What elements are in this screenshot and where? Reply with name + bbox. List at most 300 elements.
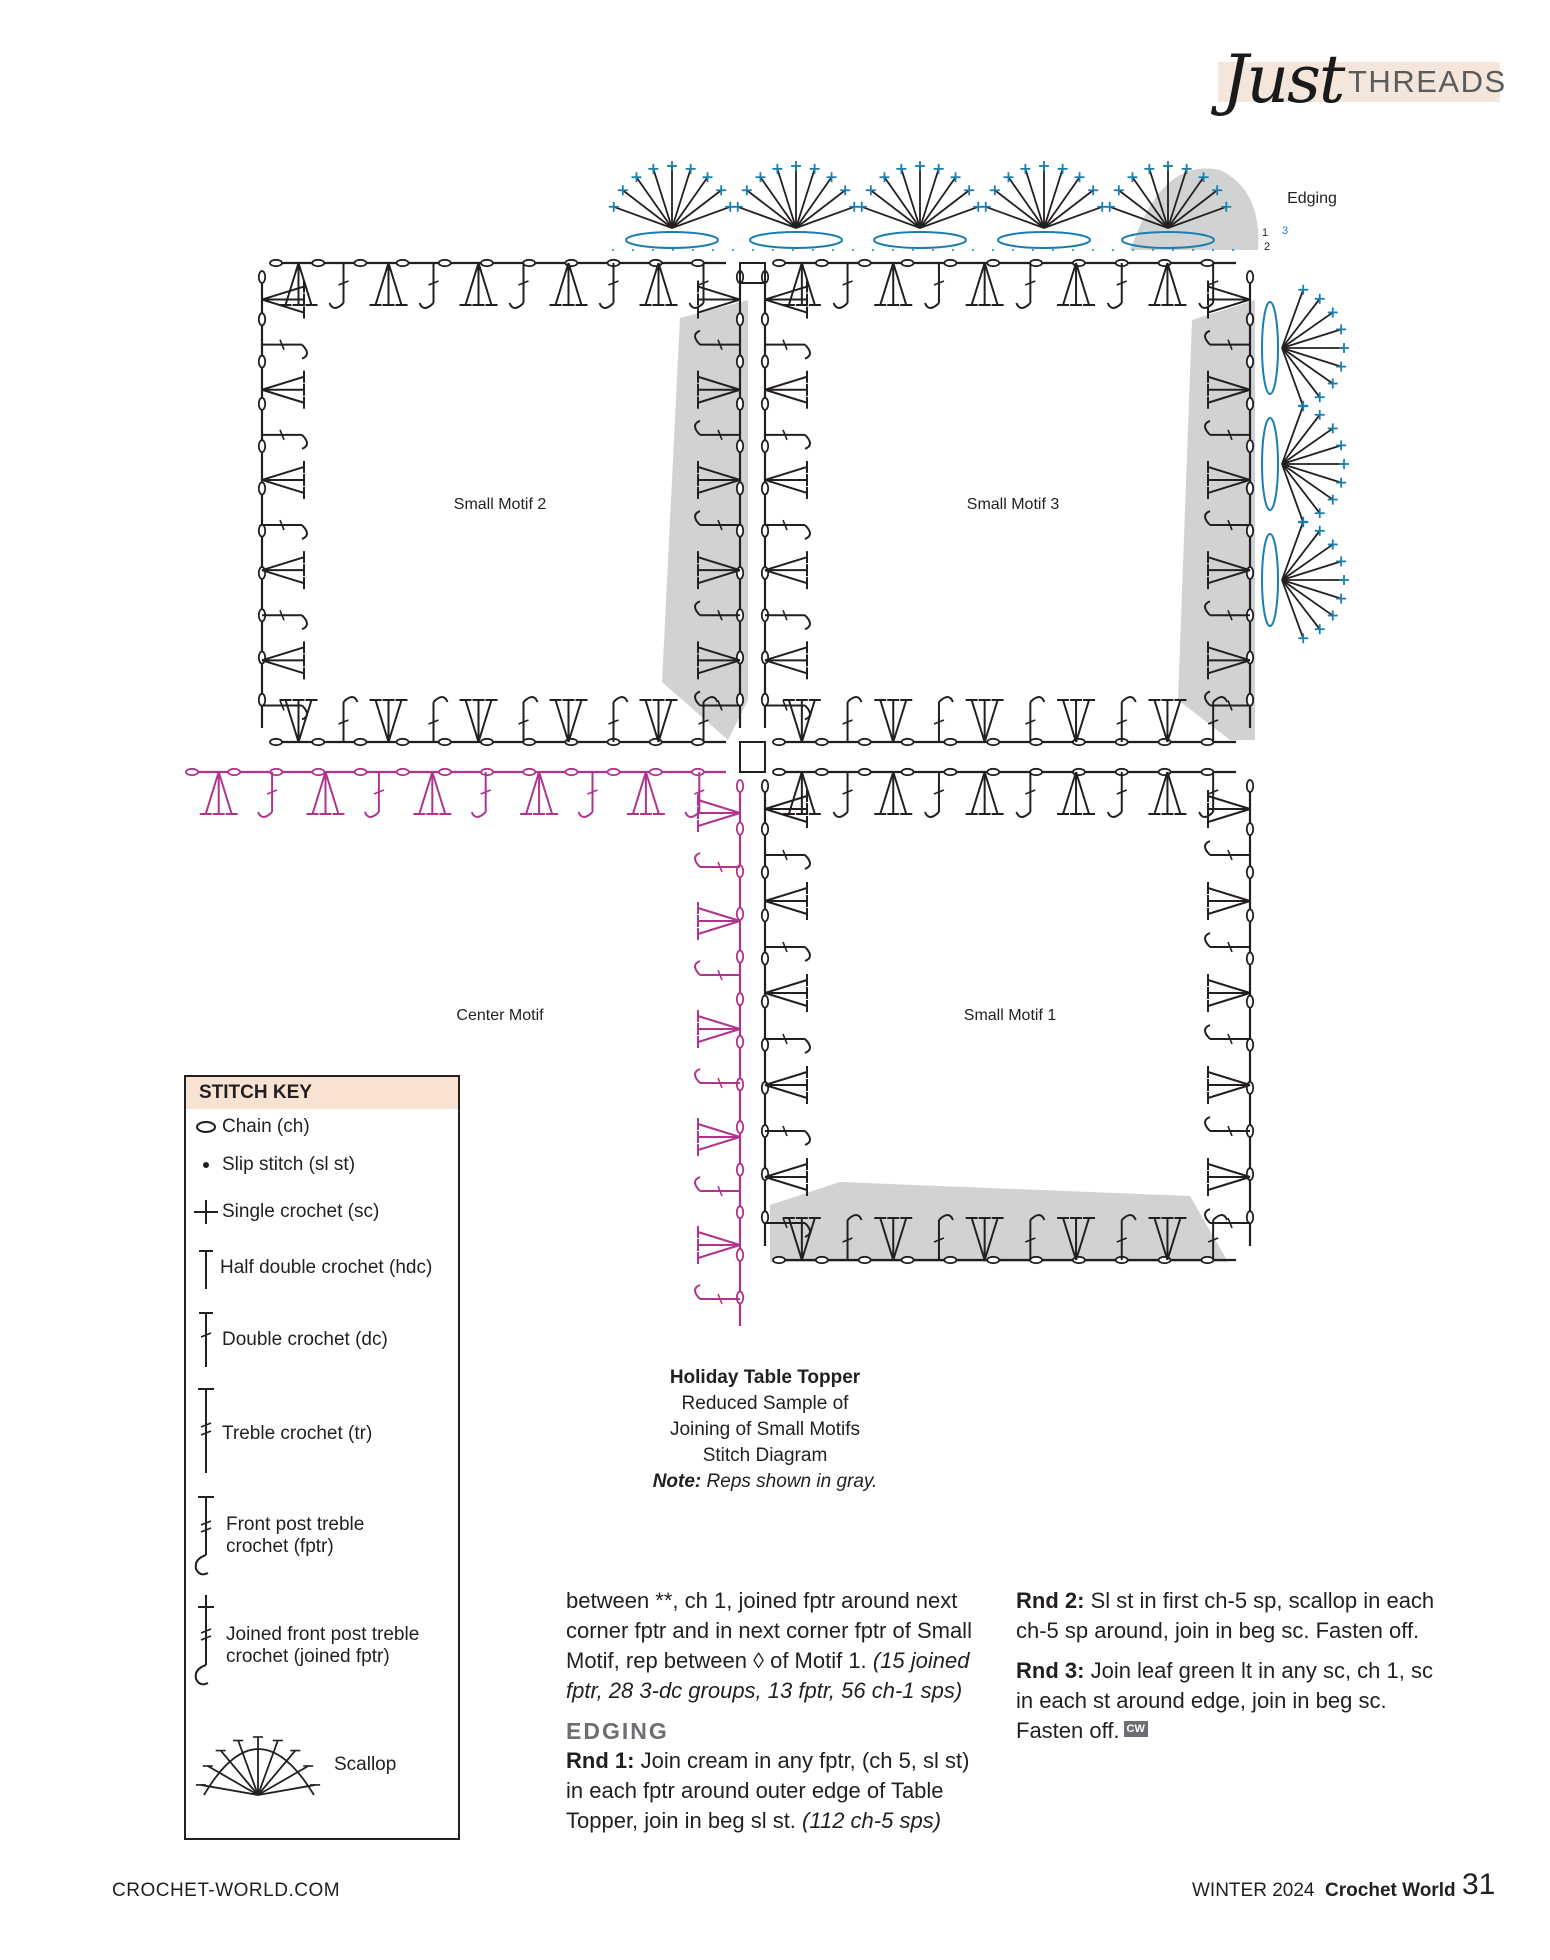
- chain-oval: [762, 909, 768, 921]
- dc-stitch: [1208, 1072, 1250, 1085]
- chain-oval: [439, 260, 451, 266]
- dc-stitch: [765, 467, 807, 480]
- rnd-3-paragraph: [1016, 1656, 1436, 1746]
- fptr-hook: [1205, 841, 1210, 855]
- fptr-hook: [330, 303, 344, 308]
- fptr-hook: [600, 303, 614, 308]
- fptr-hook: [1016, 303, 1030, 308]
- scallop-key-stitch: [258, 1751, 295, 1795]
- dc-stitch: [633, 772, 646, 814]
- chain-oval: [1030, 1257, 1042, 1263]
- dc-stitch: [972, 772, 985, 814]
- chain-oval: [737, 908, 743, 920]
- chain-oval: [1247, 909, 1253, 921]
- chain-oval: [692, 739, 704, 745]
- dc-stitch: [1076, 263, 1089, 305]
- label-small-motif-3: Small Motif 3: [966, 496, 1060, 513]
- dc-stitch: [262, 647, 304, 660]
- fptr-hook: [510, 303, 524, 308]
- scallop-stitch: [920, 190, 969, 228]
- fptr-hook: [434, 697, 448, 702]
- dc-stitch: [1208, 1177, 1250, 1190]
- dc-stitch: [539, 772, 552, 814]
- gray-rep-1: [662, 300, 748, 740]
- dc-stitch: [1208, 287, 1250, 300]
- double-crochet-icon: [199, 1313, 213, 1367]
- dc-stitch: [765, 390, 807, 403]
- chain-oval: [902, 739, 914, 745]
- chain-oval: [944, 1257, 956, 1263]
- fptr-hook: [925, 812, 939, 817]
- chain-oval: [859, 739, 871, 745]
- rnd-2-label: Rnd 2:: [1016, 1588, 1085, 1613]
- dc-stitch: [765, 480, 807, 493]
- scallop-stitch: [796, 190, 845, 228]
- key-label-hdc: Half double crochet (hdc): [220, 1257, 433, 1278]
- scallop-stitch: [760, 177, 796, 228]
- stitch-key-title: STITCH KEY: [186, 1077, 458, 1109]
- fptr-hook: [690, 303, 704, 308]
- scallop-stitch: [1282, 348, 1320, 397]
- chain-oval: [1247, 398, 1253, 410]
- chain-oval: [762, 996, 768, 1008]
- fptr-hook: [472, 812, 486, 817]
- chain-oval: [737, 482, 743, 494]
- caption-title: Holiday Table Topper: [669, 1367, 861, 1388]
- fptr-hook: [1199, 303, 1213, 308]
- chain-oval: [1247, 996, 1253, 1008]
- dc-stitch: [765, 1085, 807, 1098]
- scallop-stitch: [1282, 445, 1341, 464]
- fptr-hook: [344, 697, 358, 702]
- dc-stitch: [432, 772, 445, 814]
- chain-oval: [737, 780, 743, 792]
- fptr-hook: [302, 615, 307, 629]
- dc-stitch: [893, 263, 906, 305]
- fptr-hook: [1205, 1117, 1210, 1131]
- scallop-chain: [626, 232, 718, 248]
- chain-oval: [439, 769, 451, 775]
- dc-stitch: [698, 1245, 740, 1258]
- key-label-single-crochet: Single crochet (sc): [222, 1201, 380, 1222]
- half-double-crochet-icon: [199, 1251, 213, 1289]
- scallop-chain: [1262, 534, 1278, 626]
- chain-oval: [312, 739, 324, 745]
- scallop-stitch: [672, 190, 721, 228]
- fptr-hook: [805, 525, 810, 539]
- dc-stitch: [765, 1177, 807, 1190]
- fptr-hook: [1205, 1025, 1210, 1039]
- dc-stitch: [262, 557, 304, 570]
- dc-stitch: [698, 1124, 740, 1137]
- rnd-3-text: Join leaf green lt in any sc, ch 1, sc in each st around edge, join in beg sc. Fasten off.: [1016, 1658, 1433, 1743]
- chain-oval: [270, 739, 282, 745]
- dc-stitch: [765, 901, 807, 914]
- scallop-stitch: [1282, 312, 1333, 348]
- chain-oval: [737, 993, 743, 1005]
- fptr-hook: [1108, 303, 1122, 308]
- scallop-icon: [196, 1737, 320, 1795]
- chain-oval: [737, 1206, 743, 1218]
- fptr-hook: [302, 705, 307, 719]
- dc-stitch: [1063, 772, 1076, 814]
- fptr-hook: [695, 1285, 700, 1299]
- scallop: [981, 161, 1108, 248]
- chain-oval: [762, 356, 768, 368]
- chain-oval: [816, 1257, 828, 1263]
- dc-stitch: [972, 700, 985, 742]
- scallop: [1262, 401, 1349, 528]
- chain-oval: [762, 694, 768, 706]
- dc-stitch: [646, 700, 659, 742]
- scallop-stitch: [1282, 464, 1303, 522]
- chain-oval: [816, 260, 828, 266]
- chain-oval: [737, 313, 743, 325]
- dc-stitch: [419, 772, 432, 814]
- dc-stitch: [698, 813, 740, 826]
- slip-stitch-icon: [203, 1162, 209, 1168]
- caption-note-label: Note:: [652, 1471, 702, 1492]
- fptr-hook: [805, 1131, 810, 1145]
- fptr-hook: [805, 615, 810, 629]
- scallop-stitch: [986, 207, 1044, 228]
- scallop-stitch: [920, 169, 939, 228]
- chain-oval: [1201, 260, 1213, 266]
- chain-oval: [987, 769, 999, 775]
- dc-stitch: [765, 570, 807, 583]
- chain-oval: [737, 525, 743, 537]
- fptr-hook: [1205, 933, 1210, 947]
- dc-stitch: [556, 263, 569, 305]
- dc-stitch: [765, 796, 807, 809]
- scallop-chain: [1262, 418, 1278, 510]
- fptr-hook: [805, 705, 810, 719]
- chain-oval: [259, 271, 265, 283]
- scallop-stitch: [1282, 544, 1333, 580]
- chain-oval: [1247, 1211, 1253, 1223]
- scallop-stitch: [1282, 580, 1341, 599]
- fptr-hook: [1199, 812, 1213, 817]
- chain-oval: [737, 694, 743, 706]
- chain-oval: [692, 260, 704, 266]
- scallop-stitch: [796, 169, 815, 228]
- cw-end-badge: CW: [1124, 1721, 1148, 1737]
- caption-line-2: Joining of Small Motifs: [669, 1419, 861, 1440]
- chain-oval: [270, 260, 282, 266]
- chain-oval: [355, 769, 367, 775]
- chain-oval: [1030, 769, 1042, 775]
- page-number: 31: [1462, 1868, 1496, 1901]
- chain-oval: [816, 769, 828, 775]
- dc-stitch: [376, 263, 389, 305]
- caption-line-1: Reduced Sample of: [681, 1393, 849, 1414]
- chain-oval: [1201, 1257, 1213, 1263]
- fptr-hook: [925, 303, 939, 308]
- dc-stitch: [262, 660, 304, 673]
- chain-oval: [987, 739, 999, 745]
- dc-stitch: [1167, 700, 1180, 742]
- scallop-stitch: [901, 169, 920, 228]
- scallop-stitch: [920, 207, 978, 228]
- chain-oval: [259, 440, 265, 452]
- badge-caps-text: THREADS: [1348, 64, 1507, 99]
- caption-note: [560, 1469, 970, 1495]
- chain-oval: [762, 313, 768, 325]
- dc-stitch: [1154, 263, 1167, 305]
- chain-oval: [397, 769, 409, 775]
- dc-stitch: [765, 1164, 807, 1177]
- chain-oval: [762, 866, 768, 878]
- dc-stitch: [1208, 901, 1250, 914]
- dc-stitch: [389, 263, 402, 305]
- dc-stitch: [569, 263, 582, 305]
- dc-stitch: [1167, 772, 1180, 814]
- scallop-stitch: [1282, 329, 1341, 348]
- dc-stitch: [698, 908, 740, 921]
- fptr-hook: [302, 435, 307, 449]
- fptr-hook: [365, 812, 379, 817]
- dc-stitch: [466, 700, 479, 742]
- dc-stitch: [1208, 993, 1250, 1006]
- dc-stitch: [972, 263, 985, 305]
- chain-oval: [737, 440, 743, 452]
- chain-oval: [481, 769, 493, 775]
- stitch-key-icons: [186, 1077, 462, 1842]
- scallop-stitch: [653, 169, 672, 228]
- scallop-stitch: [1025, 169, 1044, 228]
- fptr-hook: [1122, 697, 1136, 702]
- continuation-paragraph: [566, 1586, 986, 1706]
- dc-stitch: [765, 888, 807, 901]
- scallop-stitch: [672, 169, 691, 228]
- dc-stitch: [659, 263, 672, 305]
- footer-issue: [1192, 1880, 1456, 1902]
- chain-oval: [259, 313, 265, 325]
- dc-stitch: [1208, 980, 1250, 993]
- scallop-chain: [998, 232, 1090, 248]
- chain-oval: [1247, 953, 1253, 965]
- chain-oval: [762, 1039, 768, 1051]
- continuation-text: between **, ch 1, joined fptr around next corner fptr and in next corner fptr of Small Motif, rep between ◊ of Motif 1.: [566, 1588, 972, 1673]
- key-label-slip-stitch: Slip stitch (sl st): [222, 1154, 356, 1175]
- scallop-stitch: [1282, 348, 1333, 384]
- rnd-1-count: (112 ch-5 sps): [802, 1808, 942, 1833]
- fptr-hook: [196, 1555, 208, 1574]
- gray-reps-layer: [662, 168, 1258, 1262]
- scallop-stitch: [871, 190, 920, 228]
- label-rnd-2: 2: [1264, 241, 1271, 253]
- chain-oval: [762, 440, 768, 452]
- fptr-hook: [1016, 812, 1030, 817]
- scallop-stitch: [1282, 580, 1333, 616]
- scallop-stitch: [796, 207, 854, 228]
- chain-oval: [737, 356, 743, 368]
- chain-oval: [354, 739, 366, 745]
- chain-oval: [737, 1036, 743, 1048]
- scallop-stitch: [995, 190, 1044, 228]
- dc-stitch: [765, 980, 807, 993]
- chain-oval: [1247, 866, 1253, 878]
- join-square: [740, 263, 765, 283]
- scallop-stitch: [1282, 415, 1320, 464]
- dc-stitch: [985, 772, 998, 814]
- dc-stitch: [376, 700, 389, 742]
- single-crochet-icon: [194, 1200, 218, 1224]
- dc-stitch: [262, 390, 304, 403]
- dc-stitch: [765, 993, 807, 1006]
- fptr-hook: [614, 697, 628, 702]
- fptr-hook: [939, 697, 953, 702]
- key-label-tr: Treble crochet (tr): [222, 1423, 373, 1444]
- chain-oval: [228, 769, 240, 775]
- fptr-hook: [834, 812, 848, 817]
- dc-stitch: [646, 263, 659, 305]
- scallop-stitch: [1282, 348, 1341, 367]
- chain-oval: [259, 694, 265, 706]
- chain-oval: [762, 525, 768, 537]
- dc-stitch: [313, 772, 326, 814]
- chain-oval: [1201, 739, 1213, 745]
- dc-stitch: [1208, 1085, 1250, 1098]
- scallop-stitch: [1282, 348, 1303, 406]
- chain-oval: [773, 1257, 785, 1263]
- fptr-hook: [805, 435, 810, 449]
- chain-oval: [737, 1292, 743, 1304]
- scallop-stitch: [672, 207, 730, 228]
- front-post-treble-icon: [196, 1497, 214, 1574]
- dc-stitch: [698, 800, 740, 813]
- dc-stitch: [765, 287, 807, 300]
- joined-front-post-treble-icon: [196, 1595, 214, 1684]
- dc-stitch: [479, 700, 492, 742]
- dc-stitch: [789, 772, 802, 814]
- dc-stitch: [556, 700, 569, 742]
- dc-stitch: [893, 772, 906, 814]
- dc-stitch: [206, 772, 219, 814]
- gray-rep-3: [1130, 168, 1258, 250]
- dc-stitch: [1063, 263, 1076, 305]
- footer-magazine-name: Crochet World: [1325, 1880, 1456, 1901]
- dc-stitch: [880, 700, 893, 742]
- scallop-key-stitch: [221, 1751, 258, 1795]
- chain-oval: [1247, 823, 1253, 835]
- scallop: [1262, 285, 1349, 412]
- chain-oval: [944, 739, 956, 745]
- chain-oval: [259, 482, 265, 494]
- chain-oval: [1247, 440, 1253, 452]
- fptr-hook: [805, 855, 810, 869]
- chain-oval: [1247, 1039, 1253, 1051]
- badge-script-text: Just: [1222, 41, 1344, 118]
- dc-stitch: [698, 1016, 740, 1029]
- label-small-motif-2: Small Motif 2: [453, 496, 547, 513]
- dc-stitch: [526, 772, 539, 814]
- chain-oval: [762, 398, 768, 410]
- chain-oval: [1030, 260, 1042, 266]
- fptr-hook: [805, 1039, 810, 1053]
- scallop-chain: [1262, 302, 1278, 394]
- scallop-stitch: [1282, 464, 1320, 513]
- dc-stitch: [1154, 700, 1167, 742]
- chain-oval: [816, 739, 828, 745]
- fptr-hook: [258, 812, 272, 817]
- fptr-hook: [848, 697, 862, 702]
- fptr-hook: [695, 1177, 700, 1191]
- dc-stitch: [1167, 263, 1180, 305]
- gray-rep-2: [1178, 300, 1255, 740]
- instructions-column-2: [1016, 1586, 1436, 1746]
- dc-stitch: [698, 921, 740, 934]
- chain-oval: [762, 1211, 768, 1223]
- chain-oval: [186, 769, 198, 775]
- key-label-fptr: Front post treble crochet (fptr): [226, 1514, 365, 1557]
- chain-oval: [1247, 482, 1253, 494]
- chain-oval: [397, 260, 409, 266]
- dc-stitch: [765, 377, 807, 390]
- fptr-hook: [834, 303, 848, 308]
- fptr-hook: [1030, 697, 1044, 702]
- fptr-hook: [805, 947, 810, 961]
- chain-oval: [1201, 769, 1213, 775]
- scallop-stitch: [738, 207, 796, 228]
- chain-oval: [762, 823, 768, 835]
- key-label-scallop: Scallop: [334, 1754, 397, 1775]
- fptr-hook: [302, 525, 307, 539]
- key-label-joined-fptr: Joined front post treble crochet (joined fptr): [226, 1624, 420, 1667]
- label-small-motif-1: Small Motif 1: [963, 1007, 1057, 1024]
- chain-oval: [902, 769, 914, 775]
- dc-stitch: [698, 1029, 740, 1042]
- dc-stitch: [893, 700, 906, 742]
- scallop-stitch: [1282, 464, 1333, 500]
- scallop-chain: [874, 232, 966, 248]
- dc-stitch: [262, 467, 304, 480]
- stitch-key: [184, 1075, 460, 1840]
- dc-stitch: [569, 700, 582, 742]
- fptr-hook: [1108, 812, 1122, 817]
- chain-oval: [1030, 739, 1042, 745]
- rnd-3-label: Rnd 3:: [1016, 1658, 1085, 1683]
- chain-oval: [737, 1249, 743, 1261]
- chain-oval: [312, 260, 324, 266]
- chain-oval: [987, 260, 999, 266]
- dc-stitch: [1063, 700, 1076, 742]
- chain-oval: [762, 953, 768, 965]
- scallop: [609, 161, 736, 248]
- chain-oval: [1247, 780, 1253, 792]
- dc-stitch: [985, 263, 998, 305]
- jfptr-hook: [196, 1665, 208, 1684]
- dc-stitch: [1208, 809, 1250, 822]
- chain-oval: [608, 769, 620, 775]
- chain-oval: [859, 260, 871, 266]
- label-center-motif: Center Motif: [456, 1007, 544, 1024]
- fptr-hook: [579, 812, 593, 817]
- dc-stitch: [765, 660, 807, 673]
- chain-oval: [773, 769, 785, 775]
- scallop-stitch: [1044, 190, 1093, 228]
- scallop-stitch: [777, 169, 796, 228]
- fptr-hook: [805, 345, 810, 359]
- continuation-count: (15 joined fptr, 28 3-dc groups, 13 fptr, 56 ch-1 sps): [566, 1648, 970, 1703]
- chain-oval: [944, 769, 956, 775]
- chain-icon: [197, 1122, 215, 1132]
- scallop-stitch: [747, 190, 796, 228]
- chain-oval: [259, 356, 265, 368]
- chain-oval: [737, 951, 743, 963]
- dc-stitch: [646, 772, 659, 814]
- edging-heading: EDGING: [566, 1718, 669, 1744]
